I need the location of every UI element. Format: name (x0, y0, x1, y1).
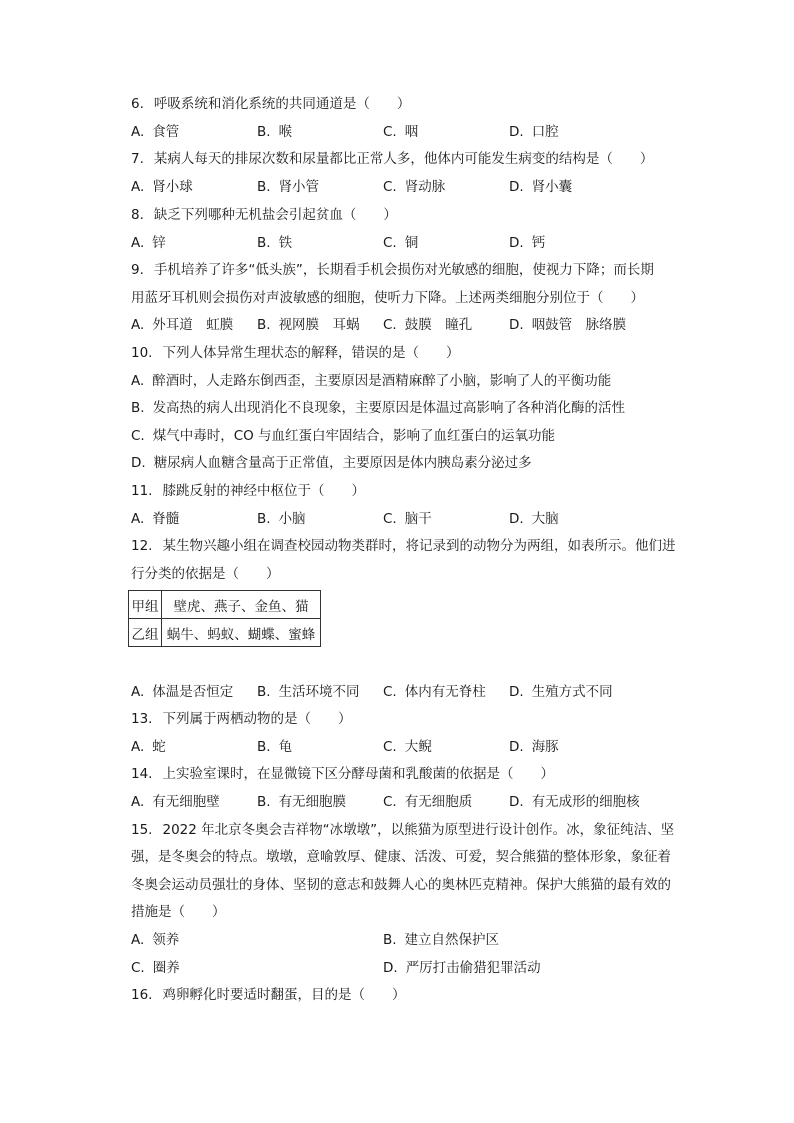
options-6 (131, 122, 691, 142)
question-text: 鸡卵孵化时要适时翻蛋，目的是（ ） (162, 987, 406, 1003)
option-b: B. 视网膜 耳蜗 (257, 317, 360, 333)
option-d: D. 钙 (509, 235, 546, 251)
question-text: 下列属于两栖动物的是（ ） (162, 711, 352, 727)
question-text-line2: 用蓝牙耳机则会损伤对声波敏感的细胞，使听力下降。上述两类细胞分别位于（ ） (131, 290, 644, 306)
options-8 (131, 233, 691, 253)
question-number: 14. (131, 766, 153, 782)
option-d: D. 口腔 (509, 124, 559, 140)
option-d: D. 大脑 (509, 511, 559, 527)
option-b: B. 发高热的病人出现消化不良现象，主要原因是体温过高影响了各种消化酶的活性 (131, 400, 626, 416)
options-12 (131, 682, 691, 702)
question-number: 15. (131, 822, 153, 838)
option-c: C. 鼓膜 瞳孔 (383, 317, 473, 333)
animals-cell: 壁虎、燕子、金鱼、猫 (162, 591, 321, 619)
group-cell: 乙组 (129, 619, 162, 647)
question-number: 7. (131, 151, 144, 167)
question-13 (131, 709, 351, 729)
option-a: A. 脊髓 (131, 511, 180, 527)
option-a: A. 有无细胞壁 (131, 794, 220, 810)
option-a: A. 食管 (131, 124, 180, 140)
question-7 (131, 149, 653, 169)
option-d: D. 肾小囊 (509, 179, 573, 195)
option-d: D. 生殖方式不同 (509, 684, 613, 700)
options-13 (131, 737, 691, 757)
option-d: D. 有无成形的细胞核 (509, 794, 640, 810)
option-b: B. 龟 (257, 739, 293, 755)
question-8 (131, 205, 397, 225)
question-12-cont (131, 564, 280, 584)
question-10 (131, 343, 459, 363)
option-a: A. 蛇 (131, 739, 166, 755)
option-a: A. 醉酒时，人走路东倒西歪，主要原因是酒精麻醉了小脑，影响了人的平衡功能 (131, 373, 612, 389)
question-15-cont: 措施是（ ） (131, 904, 226, 920)
table-row (129, 619, 321, 647)
options-15-row2 (131, 958, 691, 978)
options-7 (131, 177, 691, 197)
option-c: C. 脑干 (383, 511, 432, 527)
option-a: A. 外耳道 虹膜 (131, 317, 234, 333)
option-b: B. 小脑 (257, 511, 306, 527)
table-row (129, 591, 321, 619)
question-number: 9. (131, 262, 144, 278)
question-number: 11. (131, 483, 153, 499)
classification-table (128, 590, 321, 647)
question-9-cont (131, 288, 644, 308)
question-15 (131, 820, 674, 840)
option-b: B. 铁 (257, 235, 293, 251)
question-number: 16. (131, 987, 153, 1003)
options-14 (131, 792, 691, 812)
question-15-cont: 冬奥会运动员强壮的身体、坚韧的意志和鼓舞人心的奥林匹克精神。保护大熊猫的最有效的 (131, 877, 671, 893)
question-number: 6. (131, 96, 144, 112)
option-d: D. 海豚 (509, 739, 559, 755)
option-c: C. 有无细胞质 (383, 794, 473, 810)
group-cell: 甲组 (129, 591, 162, 619)
options-9 (131, 315, 691, 335)
question-12 (131, 536, 675, 556)
option-c: C. 体内有无脊柱 (383, 684, 486, 700)
option-b: B. 肾小管 (257, 179, 320, 195)
question-number: 13. (131, 711, 153, 727)
question-text: 某生物兴趣小组在调查校园动物类群时，将记录到的动物分为两组，如表所示。他们进 (162, 538, 676, 554)
option-b: B. 建立自然保护区 (383, 932, 500, 948)
option-d: D. 咽鼓管 脉络膜 (509, 317, 627, 333)
question-text-line2: 行分类的依据是（ ） (131, 566, 280, 582)
option-c: C. 肾动脉 (383, 179, 446, 195)
question-14 (131, 764, 554, 784)
option-a: A. 锌 (131, 235, 166, 251)
options-15-row1 (131, 930, 691, 950)
option-b: B. 有无细胞膜 (257, 794, 347, 810)
question-16 (131, 985, 405, 1005)
option-b: B. 喉 (257, 124, 293, 140)
option-a: A. 肾小球 (131, 179, 193, 195)
question-number: 8. (131, 207, 144, 223)
option-c: C. 铜 (383, 235, 419, 251)
question-9 (131, 260, 654, 280)
question-number: 10. (131, 345, 153, 361)
question-11 (131, 481, 365, 501)
option-a: A. 领养 (131, 932, 180, 948)
question-text: 缺乏下列哪种无机盐会引起贫血（ ） (153, 207, 397, 223)
option-b: B. 生活环境不同 (257, 684, 360, 700)
option-d: D. 糖尿病人血糖含量高于正常值，主要原因是体内胰岛素分泌过多 (131, 455, 532, 471)
question-text: 呼吸系统和消化系统的共同通道是（ ） (153, 96, 411, 112)
question-6 (131, 94, 410, 114)
question-15-cont: 强，是冬奥会的特点。墩墩，意喻敦厚、健康、活泼、可爱，契合熊猫的整体形象，象征着 (131, 849, 671, 865)
option-a: A. 体温是否恒定 (131, 684, 234, 700)
option-c: C. 圈养 (131, 960, 180, 976)
question-text: 上实验室课时，在显微镜下区分酵母菌和乳酸菌的依据是（ ） (162, 766, 554, 782)
question-text: 手机培养了许多“低头族”，长期看手机会损伤对光敏感的细胞，使视力下降；而长期 (153, 262, 654, 278)
question-text: 2022 年北京冬奥会吉祥物“冰墩墩”，以熊猫为原型进行设计创作。冰，象征纯洁、坚 (162, 822, 675, 838)
question-text: 下列人体异常生理状态的解释，错误的是（ ） (162, 345, 460, 361)
option-c: C. 煤气中毒时，CO 与血红蛋白牢固结合，影响了血红蛋白的运氧功能 (131, 428, 556, 444)
question-text: 某病人每天的排尿次数和尿量都比正常人多，他体内可能发生病变的结构是（ ） (153, 151, 654, 167)
option-d: D. 严厉打击偷猎犯罪活动 (383, 960, 541, 976)
question-number: 12. (131, 538, 153, 554)
options-11 (131, 509, 691, 529)
option-c: C. 咽 (383, 124, 419, 140)
option-c: C. 大鲵 (383, 739, 432, 755)
question-text: 膝跳反射的神经中枢位于（ ） (162, 483, 365, 499)
animals-cell: 蜗牛、蚂蚁、蝴蝶、蜜蜂 (162, 619, 321, 647)
